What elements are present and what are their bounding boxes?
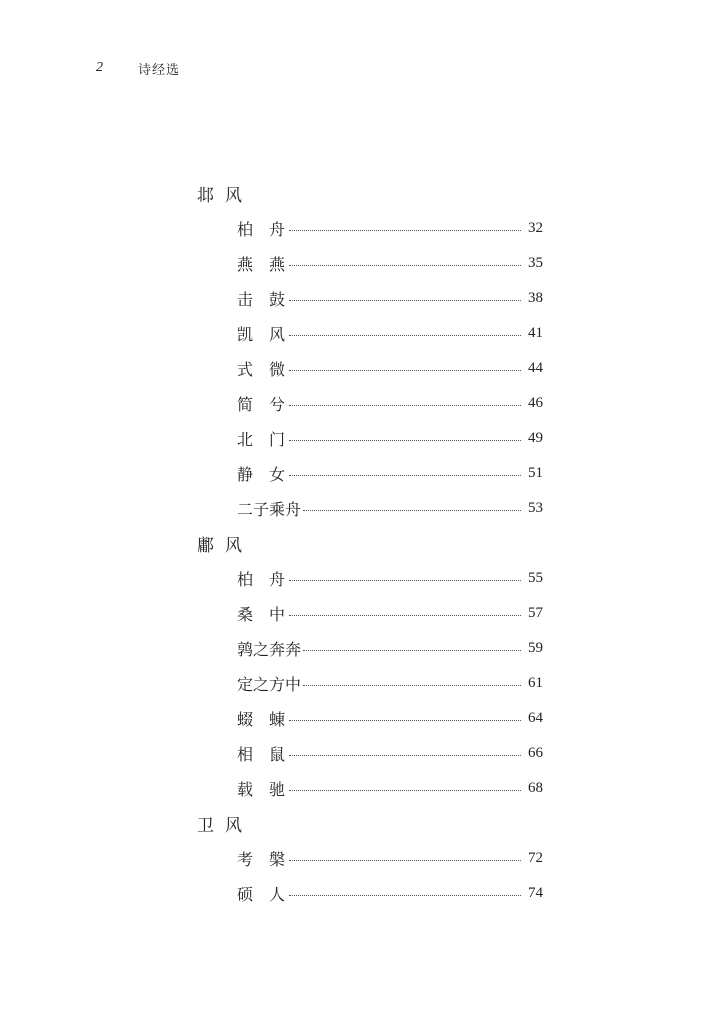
entry-page-number: 44 bbox=[528, 360, 543, 376]
dot-leader bbox=[289, 755, 521, 756]
entry-page-number: 46 bbox=[528, 395, 543, 411]
toc-entry[interactable] bbox=[197, 316, 543, 351]
section-heading: 卫风 bbox=[197, 816, 253, 836]
entry-page-number: 72 bbox=[528, 850, 543, 866]
book-title: 诗经选 bbox=[138, 62, 181, 78]
toc-entry[interactable] bbox=[197, 701, 543, 736]
dot-leader bbox=[289, 790, 521, 791]
toc-entry[interactable] bbox=[197, 246, 543, 281]
entry-page-number: 64 bbox=[528, 710, 543, 726]
dot-leader bbox=[289, 300, 521, 301]
dot-leader bbox=[289, 860, 521, 861]
entry-title: 静女 bbox=[237, 465, 302, 484]
dot-leader bbox=[289, 475, 521, 476]
dot-leader bbox=[303, 510, 521, 511]
entry-page-number: 61 bbox=[528, 675, 543, 691]
dot-leader bbox=[289, 895, 521, 896]
toc-entry[interactable] bbox=[197, 386, 543, 421]
entry-page-number: 53 bbox=[528, 500, 543, 516]
dot-leader bbox=[303, 650, 521, 651]
entry-page-number: 74 bbox=[528, 885, 543, 901]
table-of-contents bbox=[197, 176, 543, 911]
toc-entry[interactable] bbox=[197, 421, 543, 456]
entry-title: 考槃 bbox=[237, 850, 302, 869]
entry-title: 击鼓 bbox=[237, 290, 302, 309]
toc-entry[interactable] bbox=[197, 281, 543, 316]
toc-entry[interactable] bbox=[197, 456, 543, 491]
toc-entry[interactable] bbox=[197, 771, 543, 806]
entry-page-number: 49 bbox=[528, 430, 543, 446]
toc-entry[interactable] bbox=[197, 491, 543, 526]
toc-entry[interactable] bbox=[197, 211, 543, 246]
section-heading: 邶风 bbox=[197, 186, 253, 206]
dot-leader bbox=[289, 720, 521, 721]
toc-entry[interactable] bbox=[197, 841, 543, 876]
toc-entry[interactable] bbox=[197, 736, 543, 771]
entry-title: 相鼠 bbox=[237, 745, 302, 764]
dot-leader bbox=[289, 265, 521, 266]
toc-section bbox=[197, 806, 543, 911]
toc-entry[interactable] bbox=[197, 561, 543, 596]
toc-section bbox=[197, 526, 543, 806]
running-head bbox=[96, 58, 180, 78]
entry-title: 柏舟 bbox=[237, 570, 302, 589]
entry-title: 硕人 bbox=[237, 885, 302, 904]
entry-page-number: 57 bbox=[528, 605, 543, 621]
dot-leader bbox=[289, 370, 521, 371]
entry-title: 北门 bbox=[237, 430, 302, 449]
entry-title: 凯风 bbox=[237, 325, 302, 344]
entry-title: 简兮 bbox=[237, 395, 302, 414]
entry-title: 定之方中 bbox=[237, 675, 302, 694]
dot-leader bbox=[303, 685, 521, 686]
entry-page-number: 59 bbox=[528, 640, 543, 656]
entry-title: 鹑之奔奔 bbox=[237, 640, 302, 659]
dot-leader bbox=[289, 405, 521, 406]
toc-entry[interactable] bbox=[197, 666, 543, 701]
entry-page-number: 66 bbox=[528, 745, 543, 761]
dot-leader bbox=[289, 335, 521, 336]
entry-page-number: 51 bbox=[528, 465, 543, 481]
entry-page-number: 68 bbox=[528, 780, 543, 796]
toc-entry[interactable] bbox=[197, 631, 543, 666]
dot-leader bbox=[289, 230, 521, 231]
toc-entry[interactable] bbox=[197, 596, 543, 631]
entry-page-number: 38 bbox=[528, 290, 543, 306]
entry-page-number: 55 bbox=[528, 570, 543, 586]
entry-title: 二子乘舟 bbox=[237, 500, 302, 519]
toc-section bbox=[197, 176, 543, 526]
entry-title: 柏舟 bbox=[237, 220, 302, 239]
entry-title: 桑中 bbox=[237, 605, 302, 624]
entry-page-number: 32 bbox=[528, 220, 543, 236]
entry-title: 式微 bbox=[237, 360, 302, 379]
entry-page-number: 35 bbox=[528, 255, 543, 271]
entry-title: 燕燕 bbox=[237, 255, 302, 274]
entry-page-number: 41 bbox=[528, 325, 543, 341]
toc-entry[interactable] bbox=[197, 351, 543, 386]
dot-leader bbox=[289, 440, 521, 441]
page-number: 2 bbox=[96, 60, 103, 75]
section-heading: 鄘风 bbox=[197, 536, 253, 556]
dot-leader bbox=[289, 615, 521, 616]
entry-title: 蝃蝀 bbox=[237, 710, 302, 729]
dot-leader bbox=[289, 580, 521, 581]
entry-title: 载驰 bbox=[237, 780, 302, 799]
toc-entry[interactable] bbox=[197, 876, 543, 911]
